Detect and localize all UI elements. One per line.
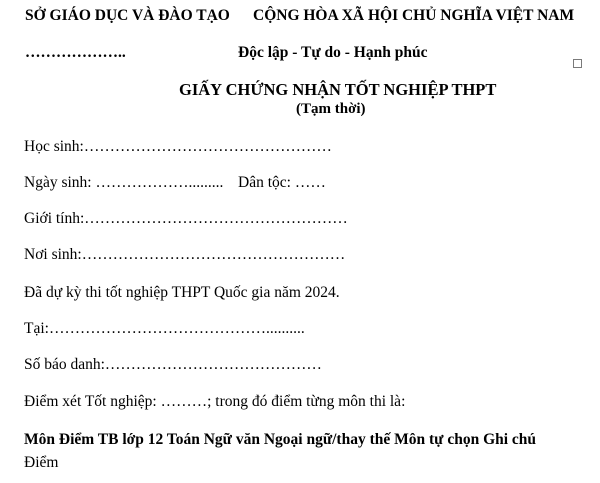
document-title: GIẤY CHỨNG NHẬN TỐT NGHIỆP THPT [179,80,497,99]
header-left-organization: SỞ GIÁO DỤC VÀ ĐÀO TẠO [25,7,230,24]
header-motto: Độc lập - Tự do - Hạnh phúc [238,44,428,61]
field-date-of-birth: Ngày sinh: ………………......... [24,174,224,191]
header-national-title: CỘNG HÒA XÃ HỘI CHỦ NGHĨA VIỆT NAM [253,7,575,24]
score-table-row-label: Điểm [24,454,59,471]
field-candidate-number: Số báo danh:…………………………………… [24,356,322,373]
document-subtitle: (Tạm thời) [296,101,366,117]
checkbox-icon[interactable] [573,59,582,68]
field-ethnicity: Dân tộc: …… [238,174,326,191]
field-graduation-score: Điểm xét Tốt nghiệp: ………; trong đó điểm từng môn thi là: [24,393,406,410]
field-exam-location: Tại:…………………………………….......... [24,320,305,337]
exam-statement: Đã dự kỳ thi tốt nghiệp THPT Quốc gia năm 2024. [24,284,340,301]
field-place-of-birth: Nơi sinh:…………………………………………… [24,246,346,263]
field-student-name: Học sinh:………………………………………… [24,138,332,155]
header-left-blank: ……………….. [25,44,126,61]
score-table-header: Môn Điểm TB lớp 12 Toán Ngữ văn Ngoại ngữ/thay thế Môn tự chọn Ghi chú [24,431,537,448]
field-gender: Giới tính:…………………………………………… [24,210,348,227]
